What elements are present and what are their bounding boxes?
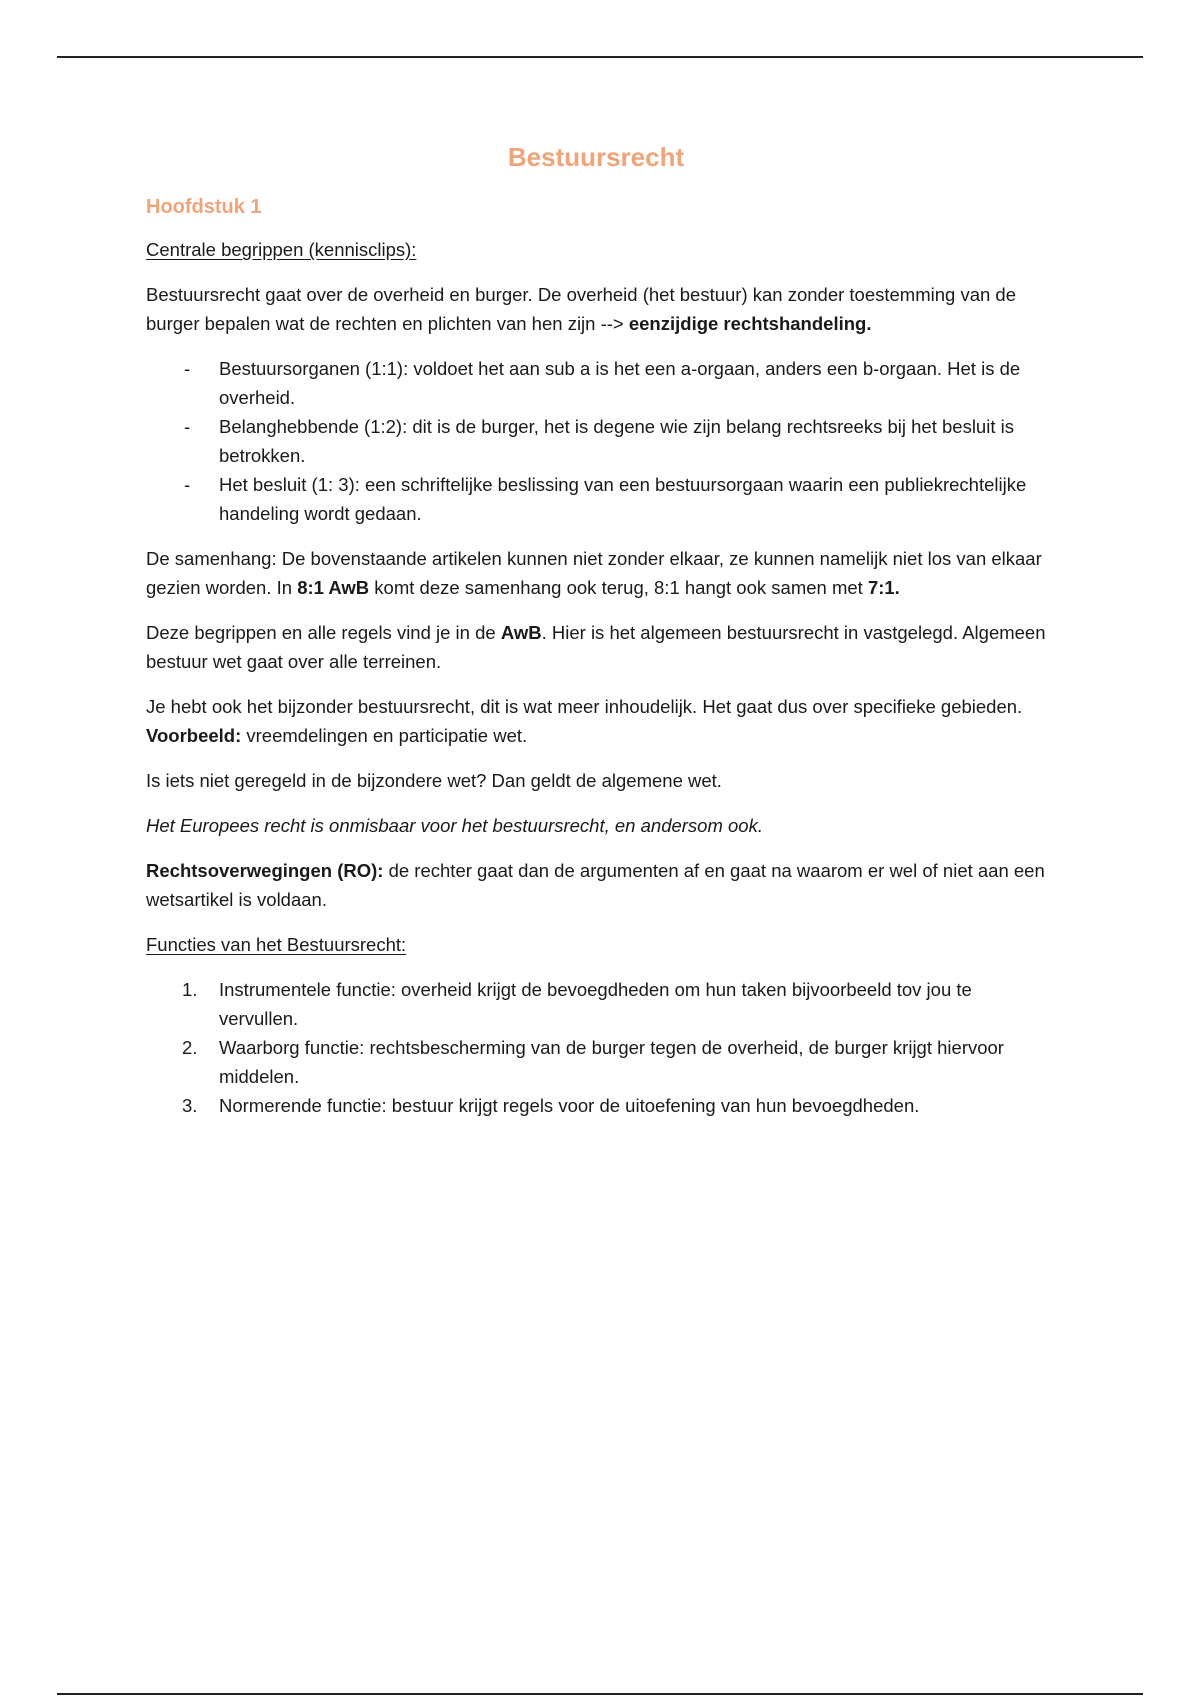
list-item — [146, 1033, 1046, 1091]
section-heading-functies — [146, 930, 1046, 959]
intro-paragraph — [146, 280, 1046, 338]
document-title: Bestuursrecht — [507, 142, 685, 172]
voorbeeld-bold: Voorbeeld: — [146, 725, 242, 746]
list-item-text: Belanghebbende (1:2): dit is de burger, het is degene wie zijn belang rechtsreeks bij het besluit is betrokken. — [219, 416, 1014, 466]
bijzonder-paragraph — [146, 692, 1046, 750]
section-heading-text: Functies van het Bestuursrecht: — [146, 934, 407, 955]
dash-bullet: - — [184, 474, 191, 495]
list-number: 2. — [182, 1037, 198, 1058]
dash-bullet: - — [184, 358, 191, 379]
rechtsoverwegingen-paragraph — [146, 856, 1046, 914]
list-item — [146, 412, 1046, 470]
list-item-text: Het besluit (1: 3): een schriftelijke beslissing van een bestuursorgaan waarin een publiekrechtelijke handeling wordt gedaan. — [219, 474, 1027, 524]
bijzonder-text-c: vreemdelingen en participatie wet. — [246, 725, 528, 746]
list-item-text: Waarborg functie: rechtsbescherming van de burger tegen de overheid, de burger krijgt hiervoor middelen. — [219, 1037, 1004, 1087]
awb-text-a: Deze begrippen en alle regels vind je in de — [146, 622, 496, 643]
samenhang-text-a: De samenhang: De bovenstaande artikelen kunnen niet zonder elkaar, ze kunnen namelijk niet los van elkaar gezien worden. In — [146, 548, 1042, 598]
section-heading-text: Centrale begrippen (kennisclips): — [146, 239, 417, 260]
ro-text: de rechter gaat dan de argumenten af en gaat na waarom er wel of niet aan een wetsartikel is voldaan. — [146, 860, 1045, 910]
header-rule — [57, 56, 1143, 58]
list-item-text: Bestuursorganen (1:1): voldoet het aan sub a is het een a-orgaan, anders een b-orgaan. Het is de overheid. — [219, 358, 1021, 408]
document-body — [146, 140, 1046, 1136]
footer-rule — [57, 1693, 1143, 1695]
dash-bullet: - — [184, 416, 191, 437]
list-item — [146, 470, 1046, 528]
section-heading-centrale-begrippen — [146, 235, 1046, 264]
algemene-wet-paragraph: Is iets niet geregeld in de bijzondere wet? Dan geldt de algemene wet. — [146, 770, 722, 791]
samenhang-paragraph — [146, 544, 1046, 602]
samenhang-bold-7-1: 7:1. — [867, 577, 900, 598]
begrippen-list — [146, 354, 1046, 528]
list-item — [146, 1091, 1046, 1120]
list-number: 1. — [182, 979, 198, 1000]
awb-paragraph — [146, 618, 1046, 676]
samenhang-bold-awb: 8:1 AwB — [297, 577, 370, 598]
awb-text-c: . Hier is het algemeen bestuursrecht in vastgelegd. Algemeen bestuur wet gaat over alle terreinen. — [146, 622, 1046, 672]
intro-bold: eenzijdige rechtshandeling. — [628, 313, 872, 334]
chapter-heading: Hoofdstuk 1 — [146, 196, 262, 218]
awb-bold: AwB — [500, 622, 542, 643]
intro-text: Bestuursrecht gaat over de overheid en burger. De overheid (het bestuur) kan zonder toestemming van de burger bepalen wat de rechten en plichten van hen zijn --> — [146, 284, 1017, 334]
bijzonder-text-a: Je hebt ook het bijzonder bestuursrecht, dit is wat meer inhoudelijk. Het gaat dus over specifieke gebieden. — [146, 696, 1023, 717]
ro-bold: Rechtsoverwegingen (RO): — [146, 860, 384, 881]
samenhang-text-c: komt deze samenhang ook terug, 8:1 hangt ook samen met — [374, 577, 863, 598]
functies-list — [146, 975, 1046, 1120]
list-item-text: Normerende functie: bestuur krijgt regels voor de uitoefening van hun bevoegdheden. — [219, 1095, 920, 1116]
europees-recht-paragraph: Het Europees recht is onmisbaar voor het bestuursrecht, en andersom ook. — [146, 815, 763, 836]
list-item — [146, 975, 1046, 1033]
list-item — [146, 354, 1046, 412]
list-number: 3. — [182, 1095, 198, 1116]
list-item-text: Instrumentele functie: overheid krijgt de bevoegdheden om hun taken bijvoorbeeld tov jou te vervullen. — [219, 979, 972, 1029]
